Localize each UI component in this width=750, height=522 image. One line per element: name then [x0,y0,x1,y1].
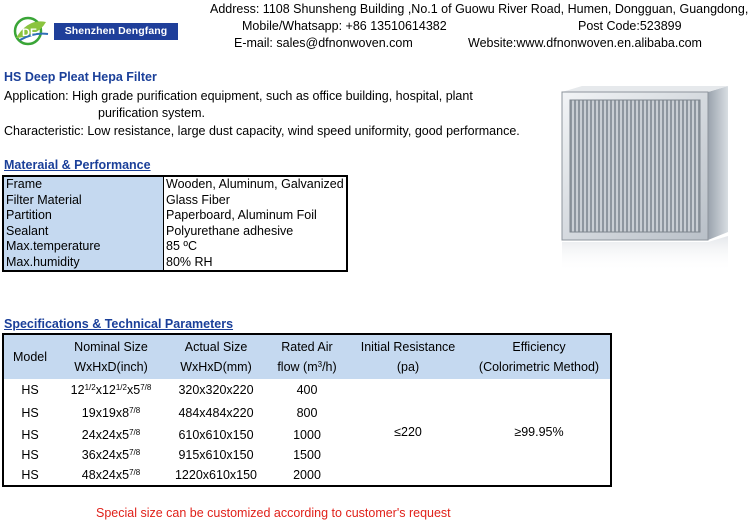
nominal-size-cell: $24x24x5^{7/8}$ [81,428,141,442]
table-row [3,379,611,401]
actual-size-cell: 915x610x150 [178,448,254,462]
material-label: Sealant [3,224,164,240]
table-row [3,193,347,209]
material-label: Filter Material [3,193,164,209]
airflow-cell: 2000 [293,468,321,482]
characteristic-text: Characteristic: Low resistance, large dust capacity, wind speed uniformity, good performance. [4,124,520,138]
table-row [3,224,347,240]
address-line: Address: 1108 Shunsheng Building ,No.1 of Guowu River Road, Humen, Dongguan, Guangdong, [210,2,749,16]
model-cell: HS [21,468,39,482]
nominal-size-cell: $12^{1/2}x12^{1/2}x5^{7/8}$ [70,383,152,397]
leaf-logo-icon [8,14,52,48]
resistance-cell: ≤220 [394,425,422,439]
actual-size-cell: 320x320x220 [178,383,254,397]
email-address: E-mail: sales@dfnonwoven.com [234,36,413,50]
hepa-filter-image [538,82,738,274]
table-row [3,208,347,224]
airflow-cell: 400 [296,383,318,397]
header-initial-resistance: Initial Resistance (pa) [348,334,468,379]
specs-section-title: Specifications & Technical Parameters [4,317,234,331]
material-value: 85 ºC [164,239,348,255]
header-rated-airflow: Rated Air flow $(m^3/h)$ [266,334,348,379]
table-row [3,176,347,193]
mobile-number: Mobile/Whatsapp: +86 13510614382 [242,19,447,33]
table-row [3,239,347,255]
header-actual-size: Actual Size WxHxD(mm) [166,334,266,379]
material-label: Max.temperature [3,239,164,255]
nominal-size-cell: $19x19x8^{7/8}$ [81,406,141,420]
material-label: Max.humidity [3,255,164,272]
specs-table [2,333,612,487]
nominal-size-cell: $48x24x5^{7/8}$ [81,468,141,482]
actual-size-cell: 1220x610x150 [174,468,258,482]
material-value: Glass Fiber [164,193,348,209]
materials-section-title: Materaial & Performance [4,158,151,172]
company-logo [8,14,178,48]
material-label: Frame [3,176,164,193]
material-value: Wooden, Aluminum, Galvanized [164,176,348,193]
company-name: Shenzhen Dengfang [54,23,178,40]
model-cell: HS [21,383,39,397]
material-value: Polyurethane adhesive [164,224,348,240]
material-value: 80% RH [164,255,348,272]
header-efficiency: Efficiency (Colorimetric Method) [468,334,611,379]
materials-table [2,175,348,272]
model-cell: HS [21,428,39,442]
model-cell: HS [21,406,39,420]
material-value: Paperboard, Aluminum Foil [164,208,348,224]
model-cell: HS [21,448,39,462]
airflow-cell: 800 [296,406,318,420]
nominal-size-cell: $36x24x5^{7/8}$ [81,448,141,462]
custom-size-note: Special size can be customized according to customer's request [96,506,451,520]
header-nominal-size: Nominal Size WxHxD(inch) [56,334,166,379]
product-title: HS Deep Pleat Hepa Filter [4,70,157,84]
efficiency-cell: ≥99.95% [514,425,564,439]
application-text: Application: High grade purification equipment, such as office building, hospital, plant [4,89,473,103]
airflow-cell: 1500 [293,448,321,462]
table-row [3,255,347,272]
actual-size-cell: 610x610x150 [178,428,254,442]
airflow-cell: 1000 [293,428,321,442]
table-header-row [3,334,611,379]
actual-size-cell: 484x484x220 [178,406,254,420]
svg-text:DF: DF [22,27,37,39]
application-text-cont: purification system. [98,106,205,120]
material-label: Partition [3,208,164,224]
post-code: Post Code:523899 [578,19,682,33]
header-model: Model [3,334,56,379]
website-url: Website:www.dfnonwoven.en.alibaba.com [468,36,702,50]
